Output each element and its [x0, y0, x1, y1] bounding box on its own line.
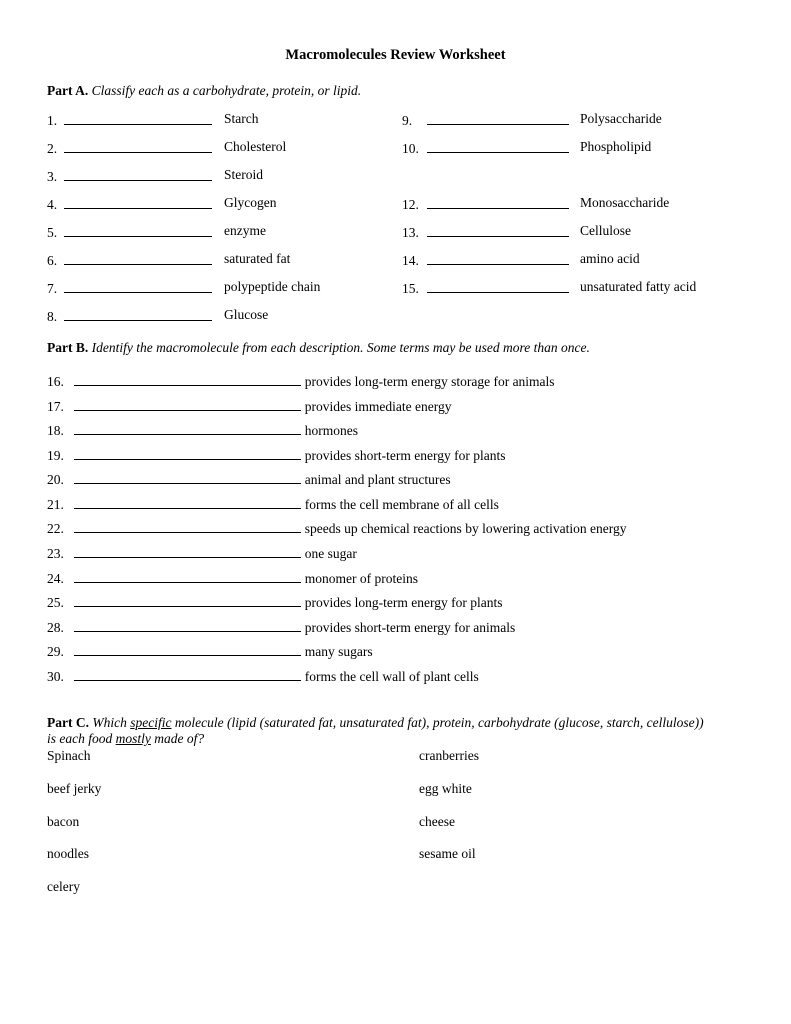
part-b-item	[47, 642, 373, 660]
answer-blank[interactable]	[64, 139, 212, 153]
item-number: 8.	[47, 309, 58, 324]
part-a-term: saturated fat	[224, 251, 291, 266]
item-number: 22.	[47, 521, 64, 536]
item-number: 10.	[402, 141, 419, 156]
answer-blank[interactable]	[74, 446, 301, 460]
food-item: sesame oil	[419, 846, 476, 861]
answer-blank[interactable]	[427, 195, 569, 209]
food-item: beef jerky	[47, 781, 102, 796]
part-a-term: Monosaccharide	[580, 195, 670, 210]
part-a-right-item-13	[402, 223, 569, 241]
item-number: 25.	[47, 595, 64, 610]
answer-blank[interactable]	[64, 167, 212, 181]
part-a-instruction: Classify each as a carbohydrate, protein, or lipid.	[91, 83, 362, 98]
answer-blank[interactable]	[74, 593, 301, 607]
part-a-left-item-3	[47, 167, 212, 185]
answer-blank[interactable]	[64, 251, 212, 265]
part-a-term: amino acid	[580, 251, 640, 266]
answer-blank[interactable]	[64, 223, 212, 237]
part-b-item	[47, 446, 505, 464]
item-description: provides short-term energy for animals	[304, 620, 516, 635]
item-number: 3.	[47, 169, 58, 184]
part-b-instruction: Identify the macromolecule from each description. Some terms may be used more than once.	[91, 340, 590, 355]
item-description: provides long-term energy storage for animals	[304, 374, 555, 389]
part-a-term: Phospholipid	[580, 139, 652, 154]
food-item: cheese	[419, 814, 455, 829]
part-c-mostly: mostly	[115, 731, 151, 746]
part-a-left-item-2	[47, 139, 212, 157]
item-number: 18.	[47, 423, 64, 438]
food-item: noodles	[47, 846, 89, 861]
part-a-right-item-10	[402, 139, 569, 157]
item-number: 12.	[402, 197, 419, 212]
item-number: 29.	[47, 644, 64, 659]
part-b-item	[47, 421, 358, 439]
food-item: bacon	[47, 814, 80, 829]
item-number: 30.	[47, 669, 64, 684]
item-number: 21.	[47, 497, 64, 512]
part-b-item	[47, 667, 479, 685]
part-b-item	[47, 372, 555, 390]
item-number: 1.	[47, 113, 58, 128]
answer-blank[interactable]	[427, 139, 569, 153]
part-b-item	[47, 470, 451, 488]
item-description: speeds up chemical reactions by lowering activation energy	[304, 521, 627, 536]
answer-blank[interactable]	[64, 279, 212, 293]
page-title: Macromolecules Review Worksheet	[285, 47, 506, 63]
part-a-term: unsaturated fatty acid	[580, 279, 697, 294]
part-b-item	[47, 593, 502, 611]
part-b-item	[47, 618, 515, 636]
part-a-term: enzyme	[224, 223, 266, 238]
item-number: 9.	[402, 113, 413, 128]
item-number: 6.	[47, 253, 58, 268]
part-b-item	[47, 495, 499, 513]
answer-blank[interactable]	[64, 111, 212, 125]
part-a-left-item-8	[47, 307, 212, 325]
part-a-left-item-7	[47, 279, 212, 297]
item-number: 19.	[47, 448, 64, 463]
item-description: monomer of proteins	[304, 571, 418, 586]
part-b-item	[47, 519, 627, 537]
item-number: 4.	[47, 197, 58, 212]
part-a-left-item-6	[47, 251, 212, 269]
part-a-term: polypeptide chain	[224, 279, 321, 294]
answer-blank[interactable]	[74, 642, 301, 656]
item-description: provides long-term energy for plants	[304, 595, 503, 610]
item-number: 15.	[402, 281, 419, 296]
part-a-term: Glycogen	[224, 195, 277, 210]
answer-blank[interactable]	[74, 667, 301, 681]
part-a-left-item-5	[47, 223, 212, 241]
item-number: 13.	[402, 225, 419, 240]
part-a-term: Starch	[224, 111, 259, 126]
food-item: Spinach	[47, 748, 91, 763]
part-a-term: Glucose	[224, 307, 269, 322]
answer-blank[interactable]	[64, 195, 212, 209]
item-number: 7.	[47, 281, 58, 296]
item-number: 20.	[47, 472, 64, 487]
answer-blank[interactable]	[74, 470, 301, 484]
part-a-right-item-12	[402, 195, 569, 213]
item-description: provides immediate energy	[304, 399, 452, 414]
part-c-which: Which	[92, 715, 127, 730]
part-a-right-item-15	[402, 279, 569, 297]
answer-blank[interactable]	[74, 569, 301, 583]
item-description: hormones	[304, 423, 358, 438]
part-a-term: Steroid	[224, 167, 263, 182]
item-description: animal and plant structures	[304, 472, 451, 487]
item-description: one sugar	[304, 546, 357, 561]
part-a-left-item-1	[47, 111, 212, 129]
item-description: provides short-term energy for plants	[304, 448, 506, 463]
part-a-term: Cellulose	[580, 223, 631, 238]
item-number: 28.	[47, 620, 64, 635]
part-a-right-item-9	[402, 111, 569, 129]
part-c-made-of: made of?	[154, 731, 205, 746]
part-c-specific: specific	[130, 715, 172, 730]
part-c-heading-line-2	[47, 731, 204, 747]
food-item: celery	[47, 879, 80, 894]
answer-blank[interactable]	[427, 223, 569, 237]
item-description: forms the cell membrane of all cells	[304, 497, 499, 512]
part-a-right-item-14	[402, 251, 569, 269]
item-number: 5.	[47, 225, 58, 240]
answer-blank[interactable]	[74, 618, 301, 632]
answer-blank[interactable]	[74, 544, 301, 558]
answer-blank[interactable]	[74, 397, 301, 411]
answer-blank[interactable]	[427, 279, 569, 293]
part-b-item	[47, 397, 451, 415]
item-description: many sugars	[304, 644, 373, 659]
part-b-heading	[47, 340, 590, 356]
part-a-term: Polysaccharide	[580, 111, 662, 126]
item-number: 23.	[47, 546, 64, 561]
answer-blank[interactable]	[64, 307, 212, 321]
food-item: cranberries	[419, 748, 479, 763]
part-c-heading-line-1	[47, 715, 704, 731]
answer-blank[interactable]	[74, 372, 301, 386]
part-b-item	[47, 544, 357, 562]
part-c-is-each: is each food	[47, 731, 113, 746]
part-a-label: Part A.	[47, 83, 89, 98]
part-b-label: Part B.	[47, 340, 89, 355]
answer-blank[interactable]	[427, 111, 569, 125]
food-item: egg white	[419, 781, 472, 796]
answer-blank[interactable]	[74, 495, 301, 509]
answer-blank[interactable]	[74, 421, 301, 435]
part-c-label: Part C.	[47, 715, 89, 730]
item-number: 14.	[402, 253, 419, 268]
item-number: 16.	[47, 374, 64, 389]
part-a-heading	[47, 83, 361, 99]
answer-blank[interactable]	[74, 519, 301, 533]
item-description: forms the cell wall of plant cells	[304, 669, 479, 684]
answer-blank[interactable]	[427, 251, 569, 265]
part-b-item	[47, 569, 418, 587]
part-a-left-item-4	[47, 195, 212, 213]
item-number: 24.	[47, 571, 64, 586]
item-number: 2.	[47, 141, 58, 156]
part-a-term: Cholesterol	[224, 139, 287, 154]
part-c-question: molecule (lipid (saturated fat, unsaturated fat), protein, carbohydrate (glucose, starch, cellulose))	[174, 715, 704, 730]
item-number: 17.	[47, 399, 64, 414]
